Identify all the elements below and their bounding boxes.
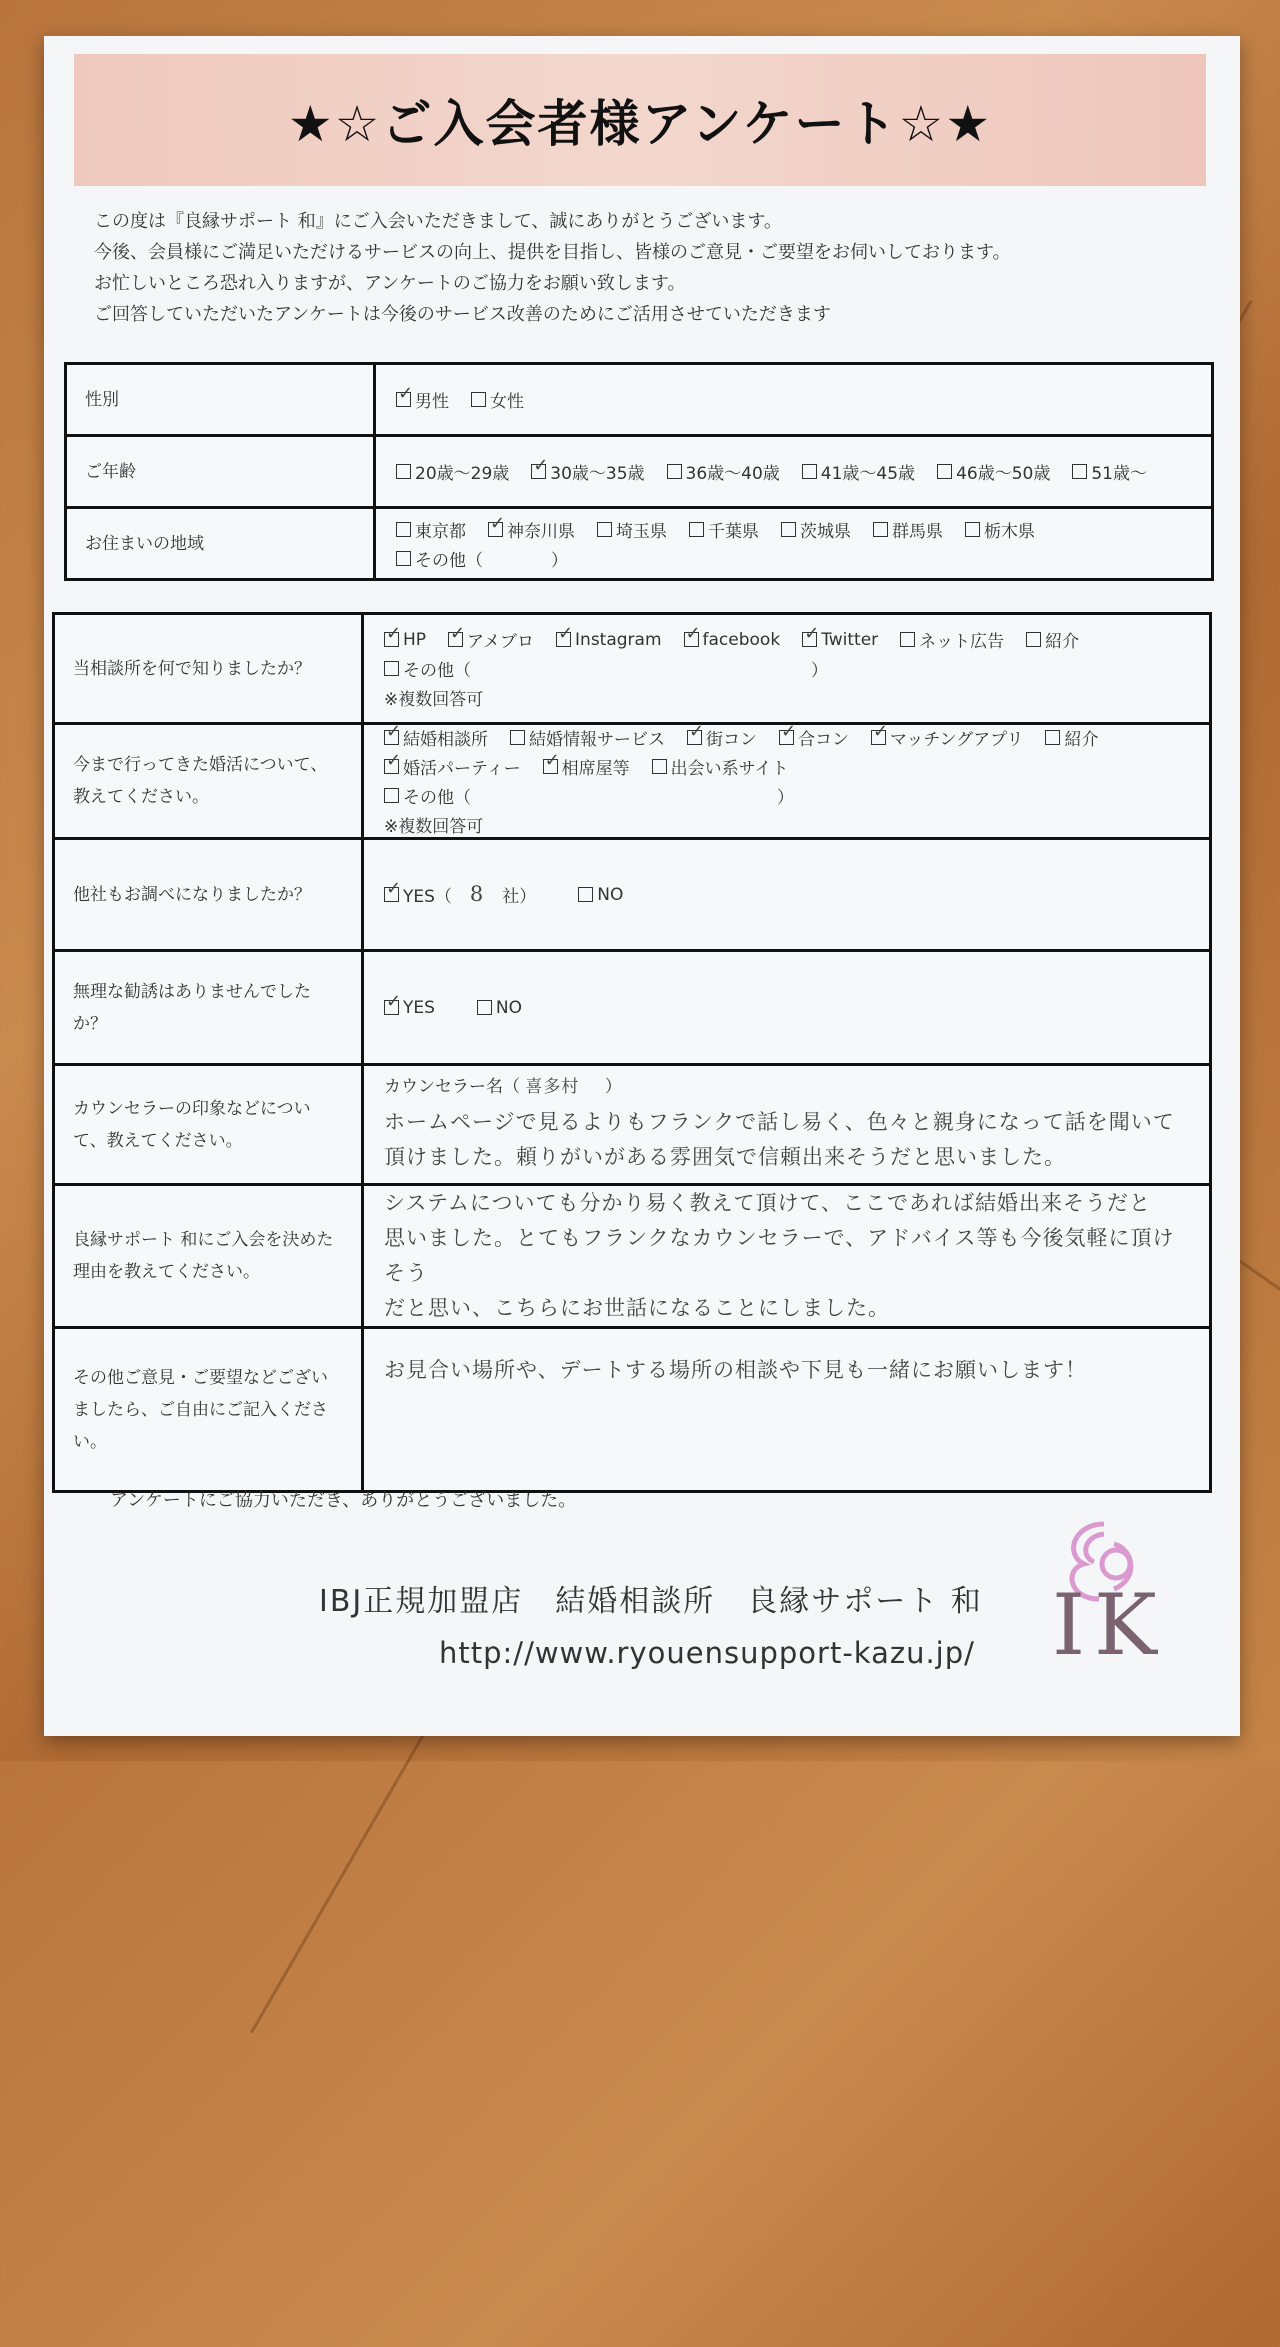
multiple-answer-note: ※複数回答可 bbox=[384, 817, 484, 837]
reason-row bbox=[54, 1185, 1211, 1328]
option-label: 女性 bbox=[490, 392, 524, 412]
how-known-row bbox=[54, 614, 1211, 724]
no-label: NO bbox=[495, 997, 523, 1018]
checkbox[interactable] bbox=[578, 887, 593, 902]
option-label: その他（ ） bbox=[403, 661, 828, 681]
option-label: 栃木県 bbox=[984, 521, 1035, 542]
option-label: 埼玉県 bbox=[616, 521, 667, 542]
age-row bbox=[66, 436, 1213, 508]
handwritten-line: だと思い、こちらにお世話になることにしました。 bbox=[384, 1296, 890, 1320]
checkbox[interactable] bbox=[597, 522, 612, 537]
option-label: 千葉県 bbox=[708, 521, 759, 542]
requests-label: その他ご意見・ご要望などございましたら、ご自由にご記入ください。 bbox=[54, 1328, 363, 1492]
checkbox-option[interactable] bbox=[937, 459, 1050, 484]
floor-line bbox=[0, 0, 43, 1567]
svg-text:K: K bbox=[1094, 1576, 1157, 1674]
option-label: 出会い系サイト bbox=[670, 759, 789, 779]
checkbox-checked[interactable] bbox=[687, 730, 702, 745]
checkbox-option[interactable] bbox=[384, 725, 488, 750]
activities-answer bbox=[363, 724, 1211, 839]
option-label: 結婚相談所 bbox=[403, 730, 488, 750]
checkbox-option[interactable] bbox=[510, 725, 665, 750]
checkbox-option[interactable] bbox=[1045, 725, 1098, 750]
checkbox-option[interactable] bbox=[396, 459, 509, 484]
checkbox-checked[interactable] bbox=[384, 759, 399, 774]
checkbox-option[interactable] bbox=[597, 517, 667, 542]
intro-text bbox=[94, 206, 1194, 330]
yes-label: YES bbox=[403, 997, 435, 1018]
checkbox-checked[interactable] bbox=[396, 392, 411, 407]
option-label: マッチングアプリ bbox=[890, 730, 1024, 750]
option-label: Instagram bbox=[575, 629, 662, 650]
option-label: 神奈川県 bbox=[507, 521, 575, 542]
checkbox-checked[interactable] bbox=[531, 464, 546, 479]
counselor-name: 喜多村 bbox=[525, 1077, 580, 1097]
checkbox-option[interactable] bbox=[396, 546, 568, 571]
option-label: facebook bbox=[702, 629, 781, 650]
gender-answer bbox=[375, 364, 1213, 436]
checkbox-option[interactable] bbox=[684, 630, 781, 650]
option-label: 20歳～29歳 bbox=[415, 464, 510, 484]
activities-row bbox=[54, 724, 1211, 839]
checkbox-option[interactable] bbox=[873, 517, 943, 542]
checkbox-option[interactable] bbox=[384, 783, 794, 808]
brand-logo bbox=[1044, 1504, 1164, 1674]
checkbox-option[interactable] bbox=[1026, 627, 1079, 652]
reason-label: 良縁サポート 和にご入会を決めた理由を教えてください。 bbox=[54, 1185, 363, 1328]
no-option[interactable] bbox=[578, 885, 623, 905]
yes-option[interactable] bbox=[384, 877, 536, 912]
checkbox-checked[interactable] bbox=[384, 1000, 399, 1015]
handwritten-line: システムについても分かり易く教えて頂けて、ここであれば結婚出来そうだと bbox=[384, 1191, 1152, 1215]
yes-option[interactable] bbox=[384, 998, 435, 1018]
checkbox[interactable] bbox=[900, 632, 915, 647]
company-count: 8 bbox=[469, 882, 485, 906]
age-answer bbox=[375, 436, 1213, 508]
gender-label: 性別 bbox=[66, 364, 375, 436]
checkbox-checked[interactable] bbox=[556, 632, 571, 647]
checkbox-option[interactable] bbox=[871, 725, 1023, 750]
requests-answer[interactable] bbox=[363, 1328, 1211, 1492]
checkbox[interactable] bbox=[471, 392, 486, 407]
checkbox-option[interactable] bbox=[900, 627, 1004, 652]
checkbox[interactable] bbox=[965, 522, 980, 537]
option-label: 結婚情報サービス bbox=[529, 730, 665, 750]
option-label: 51歳～ bbox=[1091, 464, 1147, 484]
requests-row bbox=[54, 1328, 1211, 1492]
option-label: 相席屋等 bbox=[561, 759, 630, 779]
checkbox-option[interactable] bbox=[396, 387, 449, 412]
closing-message: アンケートにご協力いただき、ありがとうございました。 bbox=[110, 1490, 577, 1511]
checkbox[interactable] bbox=[937, 464, 952, 479]
option-label: 36歳～40歳 bbox=[685, 464, 780, 484]
checkbox-checked[interactable] bbox=[779, 730, 794, 745]
checkbox-option[interactable] bbox=[687, 725, 757, 750]
activities-label: 今まで行ってきた婚活について、教えてください。 bbox=[54, 724, 363, 839]
pressure-row bbox=[54, 951, 1211, 1065]
shop-name: IBJ正規加盟店 結婚相談所 良縁サポート 和 bbox=[319, 1584, 983, 1619]
checkbox-option[interactable] bbox=[802, 459, 915, 484]
option-label: HP bbox=[403, 629, 427, 650]
checkbox-checked[interactable] bbox=[384, 887, 399, 902]
checkbox-option[interactable] bbox=[689, 517, 759, 542]
checkbox[interactable] bbox=[384, 661, 399, 676]
title-band bbox=[74, 54, 1206, 186]
option-label: 合コン bbox=[798, 730, 849, 750]
checkbox-option[interactable] bbox=[396, 517, 466, 542]
pressure-label: 無理な勧誘はありませんでしたか？ bbox=[54, 951, 363, 1065]
checkbox-option[interactable] bbox=[779, 725, 849, 750]
intro-line: お忙しいところ恐れ入りますが、アンケートのご協力をお願い致します。 bbox=[94, 273, 686, 294]
handwritten-line: 思いました。とてもフランクなカウンセラーで、アドバイス等も今後気軽に頂けそう bbox=[384, 1226, 1175, 1285]
checkbox[interactable] bbox=[689, 522, 704, 537]
checkbox-checked[interactable] bbox=[448, 632, 463, 647]
multiple-answer-note: ※複数回答可 bbox=[384, 690, 484, 710]
checkbox[interactable] bbox=[1045, 730, 1060, 745]
checkbox-option[interactable] bbox=[652, 754, 789, 779]
checkbox-option[interactable] bbox=[384, 630, 426, 650]
yes-label: YES（ bbox=[403, 887, 452, 907]
checkbox-option[interactable] bbox=[488, 517, 575, 542]
questions-table bbox=[52, 612, 1212, 1493]
checkbox-checked[interactable] bbox=[384, 730, 399, 745]
option-label: 群馬県 bbox=[892, 521, 943, 542]
checkbox[interactable] bbox=[477, 1000, 492, 1015]
option-label: 茨城県 bbox=[800, 521, 851, 542]
checkbox-checked[interactable] bbox=[802, 632, 817, 647]
how-known-label: 当相談所を何で知りましたか？ bbox=[54, 614, 363, 724]
checkbox[interactable] bbox=[396, 522, 411, 537]
how-known-answer bbox=[363, 614, 1211, 724]
checkbox[interactable] bbox=[510, 730, 525, 745]
checkbox-checked[interactable] bbox=[543, 759, 558, 774]
checkbox-option[interactable] bbox=[1072, 459, 1147, 484]
checkbox-option[interactable] bbox=[802, 630, 878, 650]
website-url[interactable]: http://www.ryouensupport-kazu.jp/ bbox=[439, 1636, 975, 1670]
checkbox-option[interactable] bbox=[384, 656, 828, 681]
counselor-name-line bbox=[384, 1070, 1189, 1105]
region-label: お住まいの地域 bbox=[66, 508, 375, 580]
option-label: 30歳～35歳 bbox=[550, 464, 645, 484]
checkbox[interactable] bbox=[1026, 632, 1041, 647]
others-row bbox=[54, 839, 1211, 951]
intro-line: ご回答していただいたアンケートは今後のサービス改善のためにご活用させていただきます bbox=[94, 304, 831, 325]
checkbox-option[interactable] bbox=[965, 517, 1035, 542]
page-title: ★☆ご入会者様アンケート☆★ bbox=[287, 95, 993, 153]
survey-sheet bbox=[44, 36, 1240, 1736]
checkbox[interactable] bbox=[396, 464, 411, 479]
option-label: Twitter bbox=[821, 629, 879, 650]
option-label: 紹介 bbox=[1045, 632, 1080, 652]
option-label: 東京都 bbox=[415, 521, 466, 542]
counselor-prefix: カウンセラー名（ bbox=[384, 1077, 520, 1097]
no-label: NO bbox=[597, 884, 624, 905]
others-answer bbox=[363, 839, 1211, 951]
impression-row bbox=[54, 1065, 1211, 1185]
option-label: 婚活パーティー bbox=[403, 759, 521, 779]
option-label: アメブロ bbox=[467, 632, 535, 652]
option-label: 46歳～50歳 bbox=[956, 464, 1051, 484]
checkbox[interactable] bbox=[873, 522, 888, 537]
impression-answer[interactable] bbox=[363, 1065, 1211, 1185]
checkbox[interactable] bbox=[667, 464, 682, 479]
profile-table bbox=[64, 362, 1214, 581]
checkbox-checked[interactable] bbox=[384, 632, 399, 647]
counselor-suffix: ） bbox=[604, 1077, 622, 1097]
no-option[interactable] bbox=[477, 998, 522, 1018]
company-suffix: 社） bbox=[502, 887, 537, 907]
others-label: 他社もお調べになりましたか？ bbox=[54, 839, 363, 951]
region-row bbox=[66, 508, 1213, 580]
option-label: 街コン bbox=[706, 730, 757, 750]
option-label: 41歳～45歳 bbox=[820, 464, 916, 484]
option-label: 男性 bbox=[415, 392, 449, 412]
logo-mark-icon bbox=[1044, 1504, 1164, 1674]
checkbox[interactable] bbox=[396, 551, 411, 566]
region-answer bbox=[375, 508, 1213, 580]
checkbox-option[interactable] bbox=[384, 754, 521, 779]
checkbox[interactable] bbox=[1072, 464, 1087, 479]
checkbox-option[interactable] bbox=[531, 459, 644, 484]
option-label: その他（ ） bbox=[403, 788, 794, 808]
gender-row bbox=[66, 364, 1213, 436]
checkbox[interactable] bbox=[384, 788, 399, 803]
checkbox-option[interactable] bbox=[471, 387, 524, 412]
intro-line: 今後、会員様にご満足いただけるサービスの向上、提供を目指し、皆様のご意見・ご要望をお伺いしております。 bbox=[94, 242, 1011, 263]
checkbox[interactable] bbox=[802, 464, 817, 479]
checkbox-checked[interactable] bbox=[684, 632, 699, 647]
reason-answer[interactable] bbox=[363, 1185, 1211, 1328]
handwritten-line: ホームページで見るよりもフランクで話し易く、色々と親身になって話を聞いて bbox=[384, 1110, 1175, 1134]
checkbox-option[interactable] bbox=[448, 627, 534, 652]
impression-label: カウンセラーの印象などについて、教えてください。 bbox=[54, 1065, 363, 1185]
checkbox-checked[interactable] bbox=[488, 522, 503, 537]
checkbox-option[interactable] bbox=[543, 754, 630, 779]
option-label: ネット広告 bbox=[919, 632, 1005, 652]
option-label: その他（ ） bbox=[415, 550, 568, 571]
checkbox-option[interactable] bbox=[781, 517, 851, 542]
checkbox[interactable] bbox=[652, 759, 667, 774]
pressure-answer bbox=[363, 951, 1211, 1065]
handwritten-line: 頂けました。頼りがいがある雰囲気で信頼出来そうだと思いました。 bbox=[384, 1145, 1066, 1169]
checkbox[interactable] bbox=[781, 522, 796, 537]
checkbox-option[interactable] bbox=[667, 459, 780, 484]
age-label: ご年齢 bbox=[66, 436, 375, 508]
checkbox-checked[interactable] bbox=[871, 730, 886, 745]
intro-line: この度は『良縁サポート 和』にご入会いただきまして、誠にありがとうございます。 bbox=[94, 211, 782, 232]
checkbox-option[interactable] bbox=[556, 630, 662, 650]
svg-text:I: I bbox=[1052, 1576, 1086, 1674]
option-label: 紹介 bbox=[1064, 730, 1099, 750]
handwritten-line: お見合い場所や、デートする場所の相談や下見も一緒にお願いします！ bbox=[384, 1358, 1087, 1382]
